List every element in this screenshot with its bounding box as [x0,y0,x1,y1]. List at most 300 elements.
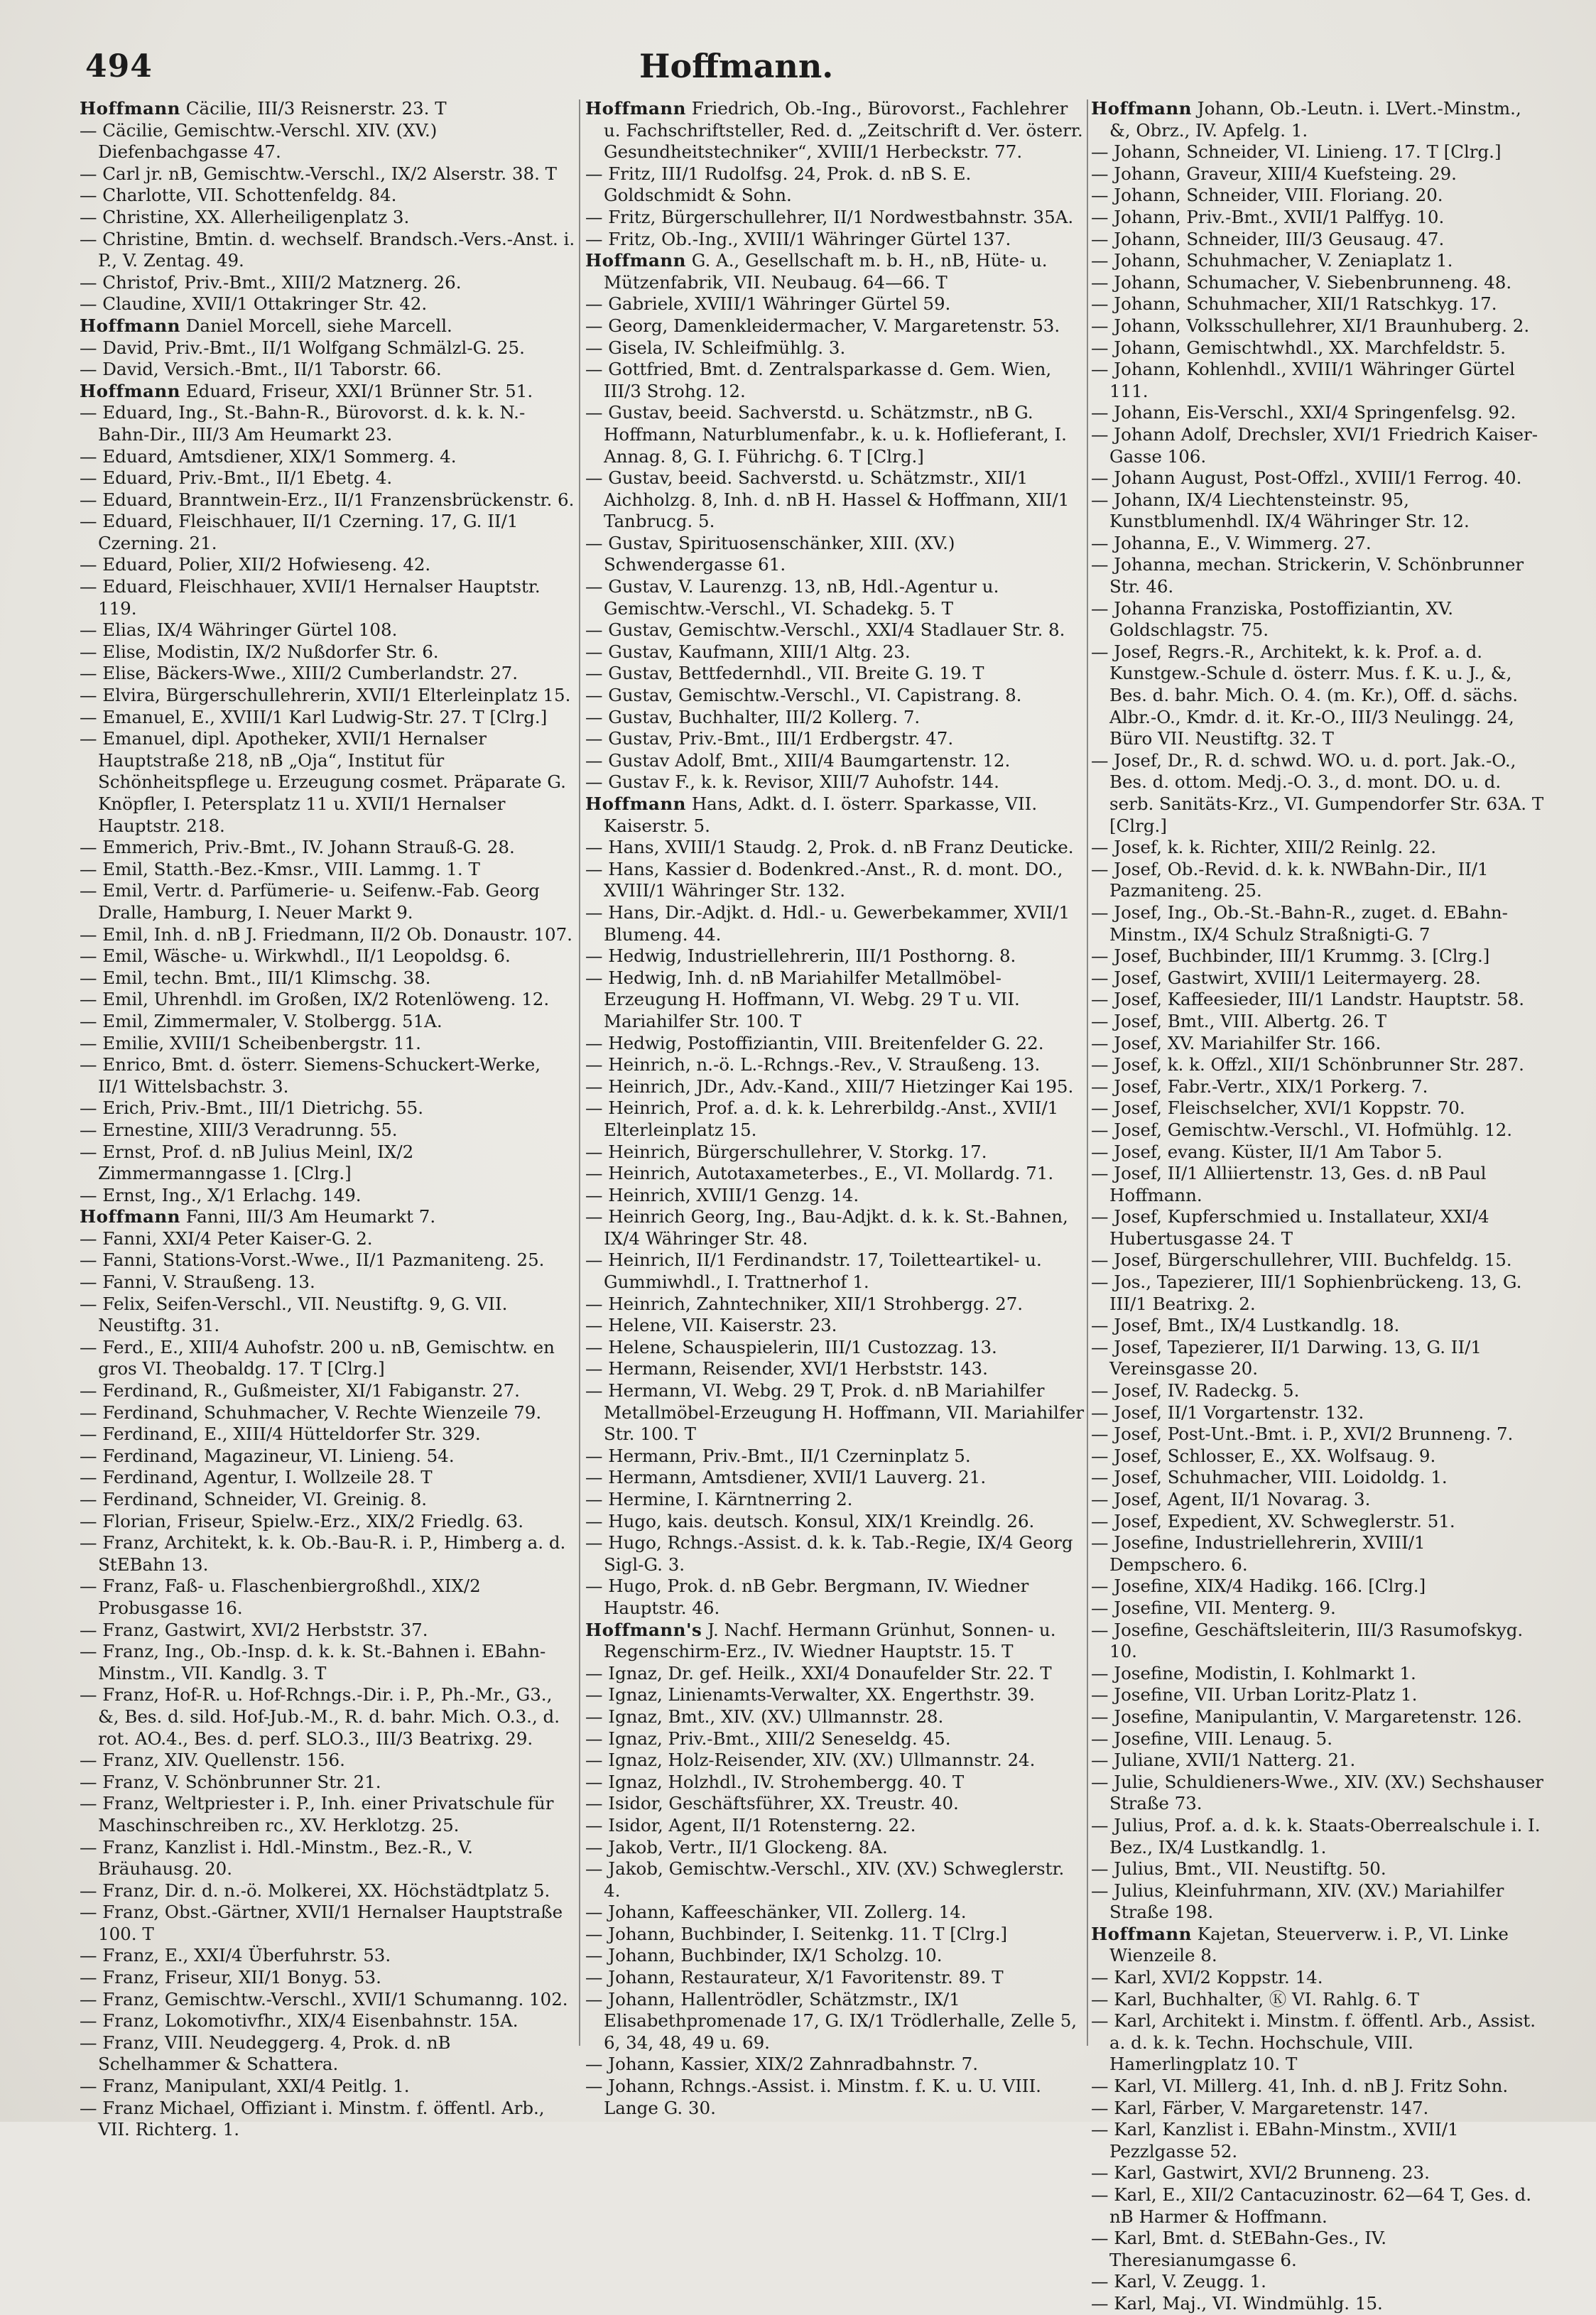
entry-text: — Johann, Buchbinder, IX/1 Scholzg. 10. [585,1945,943,1966]
entry-text: — Johann, Restaurateur, X/1 Favoritenstr. 89. T [585,1967,1004,1988]
entry-text: — Ferd., E., XIII/4 Auhofstr. 200 u. nB, Gemischtw. en gros VI. Theobaldg. 17. T [Clrg.] [80,1336,555,1379]
directory-entry [80,1620,575,1642]
directory-entry [80,880,575,923]
entry-text: — Fritz, III/1 Rudolfsg. 24, Prok. d. nB S. E. Goldschmidt & Sohn. [585,163,972,206]
directory-entry [1091,2162,1546,2184]
entry-text: — Karl, Färber, V. Margaretenstr. 147. [1091,2097,1429,2118]
entry-text: — Franz, Ing., Ob.-Insp. d. k. k. St.-Bahnen i. EBahn-Minstm., VII. Kandlg. 3. T [80,1641,546,1684]
entry-text: — Johann, Eis-Verschl., XXI/4 Springenfelsg. 92. [1091,402,1516,423]
directory-entry [80,663,575,685]
entry-text: — Georg, Damenkleidermacher, V. Margaretenstr. 53. [585,315,1060,336]
directory-entry [1091,2293,1546,2315]
directory-entry [585,402,1085,467]
directory-entry [585,315,1085,337]
directory-entry [1091,1076,1546,1098]
entry-text: J. Nachf. Hermann Grünhut, Sonnen- u. Regenschirm-Erz., IV. Wiedner Hauptstr. 15. T [604,1619,1056,1662]
directory-entry [80,229,575,272]
directory-entry [585,1620,1085,1663]
directory-entry [585,359,1085,402]
entry-text: — Hermann, Reisender, XVI/1 Herbststr. 143. [585,1358,988,1379]
entry-text: — Johanna, mechan. Strickerin, V. Schönbrunner Str. 46. [1091,554,1524,597]
directory-entry [585,1750,1085,1772]
directory-entry [1091,229,1546,251]
directory-entry [80,1011,575,1033]
entry-text: — Elvira, Bürgerschullehrerin, XVII/1 Elterleinplatz 15. [80,685,571,706]
entry-text: — Hans, XVIII/1 Staudg. 2, Prok. d. nB Franz Deuticke. [585,837,1074,858]
directory-entry [1091,2228,1546,2271]
directory-entry [1091,1532,1546,1576]
entry-text: — Johann, Schuhmacher, XII/1 Ratschkyg. 17. [1091,293,1497,315]
entry-text: — Johann Adolf, Drechsler, XVI/1 Friedrich Kaiser-Gasse 106. [1091,423,1538,467]
directory-entry [80,1380,575,1402]
directory-entry [80,1337,575,1380]
directory-entry [1091,2010,1546,2076]
entry-text: G. A., Gesellschaft m. b. H., nB, Hüte- u. Mützenfabrik, VII. Neubaug. 64—66. T [604,250,1048,293]
directory-entry [1091,207,1546,229]
entry-text: — Heinrich, JDr., Adv.-Kand., XIII/7 Hietzinger Kai 195. [585,1075,1074,1097]
entry-text: — Emilie, XVIII/1 Scheibenbergstr. 11. [80,1032,421,1053]
directory-entry [585,1924,1085,1946]
directory-entry [585,293,1085,315]
directory-entry [80,511,575,554]
entry-text: — Heinrich Georg, Ing., Bau-Adjkt. d. k. k. St.-Bahnen, IX/4 Währinger Str. 48. [585,1206,1068,1249]
directory-column-1 [80,98,575,2141]
directory-entry [1091,750,1546,837]
entry-text: — Josef, Bmt., IX/4 Lustkandlg. 18. [1091,1315,1400,1336]
entry-text: — Eduard, Ing., St.-Bahn-R., Bürovorst. d. k. k. N.-Bahn-Dir., III/3 Am Heumarkt 23. [80,402,526,445]
entry-text: — Josefine, XIX/4 Hadikg. 166. [Clrg.] [1091,1576,1426,1597]
entry-text: — Karl, Buchhalter, Ⓚ VI. Rahlg. 6. T [1091,1988,1419,2010]
directory-entry [80,1989,575,2011]
directory-entry [585,641,1085,663]
directory-entry [585,250,1085,293]
directory-entry [80,989,575,1011]
entry-surname: Hoffmann [80,315,180,336]
entry-text: — Julius, Bmt., VII. Neustiftg. 50. [1091,1858,1386,1880]
directory-entry [585,1902,1085,1924]
entry-text: Cäcilie, III/3 Reisnerstr. 23. T [180,98,447,119]
directory-entry [80,1424,575,1446]
directory-entry [585,1967,1085,1989]
entry-text: — Hermann, VI. Webg. 29 T, Prok. d. nB Mariahilfer Metallmöbel-Erzeugung H. Hoffmann, VII. Mariahilfer Str. 100. T [585,1380,1085,1445]
entry-text: — Josef, II/1 Alliiertenstr. 13, Ges. d. nB Paul Hoffmann. [1091,1163,1487,1205]
entry-text: — Florian, Friseur, Spielw.-Erz., XIX/2 Friedlg. 63. [80,1510,523,1531]
entry-text: — Ignaz, Holz-Reisender, XIV. (XV.) Ullmannstr. 24. [585,1750,1036,1771]
directory-entry [80,1206,575,1228]
entry-text: — Johann, Hallentrödler, Schätzmstr., IX/1 Elisabethpromenade 17, G. IX/1 Trödlerhalle, Zelle 5, 6, 34, 48, 49 u. 69. [585,1988,1077,2053]
directory-entry [585,771,1085,793]
directory-entry [585,707,1085,729]
entry-text: — Karl, Architekt i. Minstm. f. öffentl. Arb., Assist. a. d. k. k. Techn. Hochschule, VIII. Hamerlingplatz 10. T [1091,2010,1536,2075]
directory-entry [585,229,1085,251]
entry-text: — Julius, Prof. a. d. k. k. Staats-Oberrealschule i. I. Bez., IX/4 Lustkandlg. 1. [1091,1814,1541,1858]
directory-entry [1091,489,1546,533]
entry-text: — Franz, V. Schönbrunner Str. 21. [80,1771,381,1792]
entry-text: — Johann, Kohlenhdl., XVIII/1 Währinger Gürtel 111. [1091,359,1515,401]
entry-text: — Eduard, Polier, XII/2 Hofwieseng. 42. [80,554,431,575]
entry-text: — Johann, Schneider, III/3 Geusaug. 47. [1091,228,1445,249]
directory-entry [80,120,575,163]
directory-entry [585,1815,1085,1837]
entry-surname: Hoffmann [80,380,180,401]
entry-text: — Gottfried, Bmt. d. Zentralsparkasse d. Gem. Wien, III/3 Strohg. 12. [585,359,1052,401]
entry-text: — Franz, Hof-R. u. Hof-Rchngs.-Dir. i. P., Ph.-Mr., G3., &, Bes. d. sild. Hof-Jub.-M., R. d. bahr. Mich. O.3., d. rot. AO.4., Bes. d. perf. SLO.3., III/3 Beatrixg. 29. [80,1684,560,1749]
entry-text: — Josef, Dr., R. d. schwd. WO. u. d. port. Jak.-O., Bes. d. ottom. Medj.-O. 3., d. mont. DO. u. d. serb. Sanitäts-Krz., VI. Gumpendorfer Str. 63A. T [Clrg.] [1091,749,1544,836]
entry-text: — Johann, Schumacher, V. Siebenbrunneng. 48. [1091,271,1512,293]
entry-text: — Josef, k. k. Richter, XIII/2 Reinlg. 22. [1091,837,1436,858]
directory-entry [585,1206,1085,1249]
directory-entry [585,1315,1085,1337]
directory-entry [80,489,575,511]
directory-entry [80,1097,575,1119]
entry-text: — Franz, E., XXI/4 Überfuhrstr. 53. [80,1945,391,1966]
entry-text: — Johann, Buchbinder, I. Seitenkg. 11. T [Clrg.] [585,1923,1008,1944]
directory-entry [1091,359,1546,402]
directory-entry [80,1272,575,1294]
directory-column-2 [585,98,1085,2119]
directory-entry [80,1750,575,1772]
directory-entry [1091,1206,1546,1249]
entry-text: — Franz, VIII. Neudeggerg. 4, Prok. d. nB Schelhammer & Schattera. [80,2032,451,2075]
directory-entry [80,1772,575,1794]
entry-text: — Heinrich, II/1 Ferdinandstr. 17, Toiletteartikel- u. Gummiwhdl., I. Trattnerhof 1. [585,1249,1042,1293]
entry-text: Hans, Adkt. d. I. österr. Sparkasse, VII. Kaiserstr. 5. [604,793,1038,836]
directory-entry [585,533,1085,576]
entry-text: — Josefine, VII. Menterg. 9. [1091,1597,1336,1618]
directory-entry [585,1706,1085,1728]
entry-text: — Ferdinand, E., XIII/4 Hütteldorfer Str. 329. [80,1424,481,1445]
entry-text: — Carl jr. nB, Gemischtw.-Verschl., IX/2 Alserstr. 38. T [80,163,558,184]
entry-text: — Elise, Modistin, IX/2 Nußdorfer Str. 6. [80,641,439,662]
entry-text: Eduard, Friseur, XXI/1 Brünner Str. 51. [180,380,533,401]
directory-entry [1091,837,1546,859]
entry-text: — Hedwig, Inh. d. nB Mariahilfer Metallmöbel-Erzeugung H. Hoffmann, VI. Webg. 29 T u. VII. Mariahilfer Str. 100. T [585,967,1020,1031]
directory-entry [1091,1272,1546,1315]
entry-text: — Ignaz, Holzhdl., IV. Strohembergg. 40. T [585,1771,965,1792]
directory-entry [585,902,1085,945]
entry-surname: Hoffmann [80,98,180,119]
directory-entry [80,1119,575,1142]
directory-entry [1091,2098,1546,2120]
entry-text: — Karl, Maj., VI. Windmühlg. 15. [1091,2292,1383,2314]
entry-text: — Julius, Kleinfuhrmann, XIV. (XV.) Mariahilfer Straße 198. [1091,1880,1504,1923]
entry-text: — Gabriele, XVIII/1 Währinger Gürtel 59. [585,293,951,315]
directory-entry [80,1142,575,1185]
entry-text: — Franz, Kanzlist i. Hdl.-Minstm., Bez.-R., V. Bräuhausg. 20. [80,1836,473,1880]
entry-text: — Gustav, Gemischtw.-Verschl., XXI/4 Stadlauer Str. 8. [585,619,1065,641]
entry-text: — Josef, Fleischselcher, XVI/1 Koppstr. 70. [1091,1097,1465,1119]
directory-entry [585,1294,1085,1316]
directory-entry [585,163,1085,207]
entry-text: — Fritz, Bürgerschullehrer, II/1 Nordwestbahnstr. 35A. [585,206,1074,227]
entry-text: — Fritz, Ob.-Ing., XVIII/1 Währinger Gürtel 137. [585,228,1011,249]
directory-entry [80,402,575,445]
entry-text: — Isidor, Agent, II/1 Rotensterng. 22. [585,1814,916,1836]
directory-entry [80,1880,575,1902]
directory-entry [1091,424,1546,467]
directory-entry [585,1837,1085,1859]
entry-text: — Josef, Kaffeesieder, III/1 Landstr. Hauptstr. 58. [1091,989,1524,1010]
entry-text: — Ernst, Ing., X/1 Erlachg. 149. [80,1184,362,1205]
entry-text: Friedrich, Ob.-Ing., Bürovorst., Fachlehrer u. Fachschriftsteller, Red. d. „Zeitschrift d. Ver. österr. Gesundheitstechniker“, XVIII/1 Herbeckstr. 77. [604,98,1083,163]
directory-entry [585,1163,1085,1185]
entry-text: — Juliane, XVII/1 Natterg. 21. [1091,1750,1356,1771]
entry-text: — Gustav Adolf, Bmt., XIII/4 Baumgartenstr. 12. [585,749,1011,771]
entry-text: — Heinrich, Zahntechniker, XII/1 Strohbergg. 27. [585,1293,1024,1314]
entry-text: — Johann August, Post-Offzl., XVIII/1 Ferrog. 40. [1091,467,1522,489]
entry-text: — Hugo, kais. deutsch. Konsul, XIX/1 Kreindlg. 26. [585,1510,1035,1531]
entry-text: — Emil, Statth.-Bez.-Kmsr., VIII. Lammg. 1. T [80,858,480,879]
entry-text: — Hermann, Amtsdiener, XVII/1 Lauverg. 21. [585,1467,987,1488]
entry-text: — Emmerich, Priv.-Bmt., IV. Johann Strauß-G. 28. [80,837,515,858]
directory-entry [1091,1249,1546,1272]
directory-entry [80,1033,575,1055]
directory-entry [80,163,575,185]
entry-text: — Christine, Bmtin. d. wechself. Brandsch.-Vers.-Anst. i. P., V. Zentag. 49. [80,228,575,271]
entry-text: — Franz, Obst.-Gärtner, XVII/1 Hernalser Hauptstraße 100. T [80,1902,563,1944]
directory-entry [1091,1750,1546,1772]
entry-text: — Hugo, Prok. d. nB Gebr. Bergmann, IV. Wiedner Hauptstr. 46. [585,1576,1029,1618]
entry-text: — Hedwig, Postoffiziantin, VIII. Breitenfelder G. 22. [585,1032,1044,1053]
entry-text: — Hugo, Rchngs.-Assist. d. k. k. Tab.-Regie, IX/4 Georg Sigl-G. 3. [585,1532,1073,1575]
directory-entry [585,1989,1085,2054]
entry-text: — Heinrich, XVIII/1 Genzg. 14. [585,1184,859,1205]
entry-text: — Johann, Schneider, VIII. Floriang. 20. [1091,185,1443,206]
directory-entry [1091,141,1546,163]
entry-text: — Ignaz, Dr. gef. Heilk., XXI/4 Donaufelder Str. 22. T [585,1662,1052,1684]
entry-text: — Josefine, Manipulantin, V. Margaretenstr. 126. [1091,1706,1522,1727]
directory-entry [1091,1011,1546,1033]
directory-entry [80,1467,575,1489]
entry-text: — Josef, Tapezierer, II/1 Darwing. 13, G. II/1 Vereinsgasse 20. [1091,1336,1482,1379]
directory-entry [80,685,575,707]
entry-text: — Josefine, Geschäftsleiterin, III/3 Rasumofskyg. 10. [1091,1619,1524,1662]
entry-text: — Gustav, Gemischtw.-Verschl., VI. Capistrang. 8. [585,685,1022,706]
entry-text: — Hedwig, Industriellehrerin, III/1 Posthorng. 8. [585,945,1016,967]
entry-text: — Eduard, Priv.-Bmt., II/1 Ebetg. 4. [80,467,393,489]
directory-entry [1091,1033,1546,1055]
entry-text: — Emil, Zimmermaler, V. Stolbergg. 51A. [80,1010,443,1031]
directory-entry [585,750,1085,772]
directory-entry [585,1033,1085,1055]
directory-entry [80,1902,575,1945]
directory-entry [1091,1446,1546,1468]
column-divider [1087,99,1088,2046]
entry-text: — Ferdinand, Magazineur, VI. Linieng. 54. [80,1445,455,1466]
directory-entry [80,315,575,337]
directory-entry [1091,337,1546,359]
entry-text: — Gustav, Spirituosenschänker, XIII. (XV.) Schwendergasse 61. [585,532,955,575]
entry-text: — Emil, techn. Bmt., III/1 Klimschg. 38. [80,967,431,988]
entry-text: — Eduard, Branntwein-Erz., II/1 Franzensbrückenstr. 6. [80,489,575,510]
entry-text: — Josef, Fabr.-Vertr., XIX/1 Porkerg. 7. [1091,1075,1428,1097]
entry-text: — Johanna Franziska, Postoffiziantin, XV. Goldschlagstr. 75. [1091,597,1454,641]
entry-text: — Johann, Graveur, XIII/4 Kuefsteing. 29. [1091,163,1457,184]
directory-entry [1091,989,1546,1011]
entry-text: — Ferdinand, Schneider, VI. Greinig. 8. [80,1489,428,1509]
entry-text: — Josef, Post-Unt.-Bmt. i. P., XVI/2 Brunneng. 7. [1091,1424,1514,1445]
directory-entry [1091,1576,1546,1598]
entry-text: — Johann, Schneider, VI. Linieng. 17. T [Clrg.] [1091,141,1502,163]
entry-text: — Heinrich, Autotaxameterbes., E., VI. Mollardg. 71. [585,1163,1054,1184]
entry-text: — Emil, Uhrenhdl. im Großen, IX/2 Rotenlöweng. 12. [80,989,550,1010]
directory-entry [80,1294,575,1337]
entry-text: — Felix, Seifen-Verschl., VII. Neustiftg. 9, G. VII. Neustiftg. 31. [80,1293,508,1336]
directory-entry [80,2010,575,2032]
directory-entry [585,1858,1085,1902]
directory-entry [1091,1967,1546,1989]
directory-entry [585,1446,1085,1468]
directory-entry [1091,554,1546,597]
directory-entry [80,98,575,120]
entry-text: — Josef, IV. Radeckg. 5. [1091,1380,1300,1402]
entry-text: — Johann, Kaffeeschänker, VII. Zollerg. 14. [585,1902,967,1923]
directory-entry [585,1380,1085,1446]
directory-entry [585,859,1085,902]
directory-entry [585,793,1085,837]
directory-entry [80,967,575,990]
directory-entry [80,1684,575,1750]
entry-text: — Eduard, Fleischhauer, XVII/1 Hernalser Hauptstr. 119. [80,576,541,619]
directory-entry [80,1446,575,1468]
entry-text: — Karl, V. Zeugg. 1. [1091,2271,1266,2292]
directory-entry [1091,272,1546,294]
running-head: Hoffmann. [639,47,834,85]
entry-text: — Ferdinand, R., Gußmeister, XI/1 Fabiganstr. 27. [80,1380,520,1402]
entry-text: — Gustav, Buchhalter, III/2 Kollerg. 7. [585,706,921,727]
entry-text: — Johanna, E., V. Wimmerg. 27. [1091,532,1372,553]
entry-text: — Elise, Bäckers-Wwe., XIII/2 Cumberlandstr. 27. [80,663,519,684]
entry-text: — Eduard, Fleischhauer, II/1 Czerning. 17, G. II/1 Czerning. 21. [80,511,519,553]
entry-text: — Julie, Schuldieners-Wwe., XIV. (XV.) Sechshauser Straße 73. [1091,1771,1544,1814]
directory-entry [80,1228,575,1250]
directory-entry [80,707,575,729]
entry-text: — Franz, Gastwirt, XVI/2 Herbststr. 37. [80,1619,428,1640]
entry-text: — Eduard, Amtsdiener, XIX/1 Sommerg. 4. [80,445,457,467]
directory-entry [585,1576,1085,1619]
entry-text: — Gustav F., k. k. Revisor, XIII/7 Auhofstr. 144. [585,771,999,793]
directory-entry [585,1663,1085,1685]
entry-text: — Ferdinand, Schuhmacher, V. Rechte Wienzeile 79. [80,1402,542,1423]
directory-entry [1091,1989,1546,2011]
entry-text: — Josef, Agent, II/1 Novarag. 3. [1091,1489,1371,1509]
directory-entry [585,685,1085,707]
entry-text: — Hans, Kassier d. Bodenkred.-Anst., R. d. mont. DO., XVIII/1 Währinger Str. 132. [585,858,1063,901]
directory-entry [1091,293,1546,315]
entry-text: — Gustav, beeid. Sachverstd. u. Schätzmstr., XII/1 Aichholzg. 8, Inh. d. nB H. Hassel & Hoffmann, XII/1 Tanbrucg. 5. [585,467,1070,532]
directory-entry [1091,1815,1546,1858]
entry-text: — Gustav, V. Laurenzg. 13, nB, Hdl.-Agentur u. Gemischtw.-Verschl., VI. Schadekg. 5. T [585,576,999,619]
directory-entry [1091,2184,1546,2228]
directory-entry [80,446,575,468]
entry-text: — Karl, XVI/2 Koppstr. 14. [1091,1967,1323,1988]
directory-entry [80,924,575,946]
directory-entry [80,359,575,381]
directory-entry [80,641,575,663]
directory-entry [1091,2076,1546,2098]
directory-entry [1091,467,1546,489]
entry-text: — Josef, Regrs.-R., Architekt, k. k. Prof. a. d. Kunstgew.-Schule d. österr. Mus. f. K. u. J., &, Bes. d. bahr. Mich. O. 4. (m. Kr.), Off. d. sächs. Albr.-O., Kmdr. d. it. Kr.-O., III/3 Neulingg. 24, Büro VII. Neustiftg. 32. T [1091,641,1519,749]
directory-entry [585,1142,1085,1164]
directory-entry [1091,967,1546,990]
entry-text: — Cäcilie, Gemischtw.-Verschl. XIV. (XV.) Diefenbachgasse 47. [80,119,438,163]
directory-entry [80,945,575,967]
entry-text: — Johann, Gemischtwhdl., XX. Marchfeldstr. 5. [1091,337,1506,358]
entry-surname: Hoffmann [80,1206,180,1227]
entry-text: — Ignaz, Priv.-Bmt., XIII/2 Seneseldg. 45. [585,1728,951,1749]
directory-entry [585,2054,1085,2076]
entry-text: — Franz, Lokomotivfhr., XIX/4 Eisenbahnstr. 15A. [80,2010,519,2032]
directory-entry [1091,902,1546,945]
entry-text: — Hermann, Priv.-Bmt., II/1 Czerninplatz 5. [585,1445,971,1466]
entry-text: — Elias, IX/4 Währinger Gürtel 108. [80,619,398,641]
directory-entry [80,1793,575,1836]
entry-text: — David, Priv.-Bmt., II/1 Wolfgang Schmälzl-G. 25. [80,337,525,358]
directory-entry [80,2032,575,2076]
entry-text: — Josef, k. k. Offzl., XII/1 Schönbrunner Str. 287. [1091,1054,1524,1075]
directory-entry [585,1054,1085,1076]
directory-entry [80,1402,575,1424]
directory-entry [585,945,1085,967]
entry-text: — Heinrich, Bürgerschullehrer, V. Storkg. 17. [585,1141,987,1162]
directory-entry [80,207,575,229]
directory-entry [80,1837,575,1880]
entry-text: — Johann, Priv.-Bmt., XVII/1 Palffyg. 10. [1091,206,1445,227]
directory-entry [80,2076,575,2098]
directory-entry [585,1337,1085,1359]
entry-text: — Emanuel, E., XVIII/1 Karl Ludwig-Str. 27. T [Clrg.] [80,706,548,727]
entry-text: — Gustav, Kaufmann, XIII/1 Altg. 23. [585,641,911,662]
directory-entry [80,1054,575,1097]
directory-entry [585,1097,1085,1141]
entry-text: — Johann, IX/4 Liechtensteinstr. 95, Kunstblumenhdl. IX/4 Währinger Str. 12. [1091,489,1470,532]
directory-entry [1091,1598,1546,1620]
entry-text: — Franz, Faß- u. Flaschenbiergroßhdl., XIX/2 Probusgasse 16. [80,1576,481,1618]
page-number: 494 [85,48,153,85]
entry-text: — Enrico, Bmt. d. österr. Siemens-Schuckert-Werke, II/1 Wittelsbachstr. 3. [80,1054,541,1097]
entry-text: — Emil, Inh. d. nB J. Friedmann, II/2 Ob. Donaustr. 107. [80,923,572,945]
entry-text: — Christine, XX. Allerheiligenplatz 3. [80,206,410,227]
directory-entry [1091,1684,1546,1706]
directory-entry [1091,1489,1546,1511]
directory-entry [1091,1119,1546,1142]
entry-text: Daniel Morcell, siehe Marcell. [180,315,452,336]
directory-entry [80,337,575,359]
directory-entry [1091,1924,1546,1967]
entry-text: — Karl, Gastwirt, XVI/2 Brunneng. 23. [1091,2162,1430,2184]
entry-text: — Franz, Manipulant, XXI/4 Peitlg. 1. [80,2076,410,2097]
directory-entry [80,1641,575,1684]
entry-text: — Josef, Ing., Ob.-St.-Bahn-R., zuget. d. EBahn-Minstm., IX/4 Schulz Straßnigti-G. 7 [1091,901,1508,945]
directory-entry [585,1684,1085,1706]
directory-entry [1091,1706,1546,1728]
entry-surname: Hoffmann [585,793,686,814]
directory-entry [1091,1511,1546,1533]
entry-text: — Ignaz, Linienamts-Verwalter, XX. Engerthstr. 39. [585,1684,1035,1706]
entry-text: — Franz Michael, Offiziant i. Minstm. f. öffentl. Arb., VII. Richterg. 1. [80,2097,545,2140]
entry-text: Fanni, III/3 Am Heumarkt 7. [180,1206,436,1227]
directory-column-3 [1091,98,1546,2315]
entry-surname: Hoffmann [1091,98,1192,119]
entry-text: — Emil, Wäsche- u. Wirkwhdl., II/1 Leopoldsg. 6. [80,945,511,967]
entry-text: — Josefine, Industriellehrerin, XVIII/1 Dempschero. 6. [1091,1532,1426,1575]
entry-text: — Josef, Gemischtw.-Verschl., VI. Hofmühlg. 12. [1091,1119,1513,1140]
directory-entry [80,859,575,881]
entry-text: — Josef, Bürgerschullehrer, VIII. Buchfeldg. 15. [1091,1249,1512,1271]
directory-entry [585,1772,1085,1794]
directory-entry [80,1576,575,1619]
directory-entry [585,967,1085,1033]
